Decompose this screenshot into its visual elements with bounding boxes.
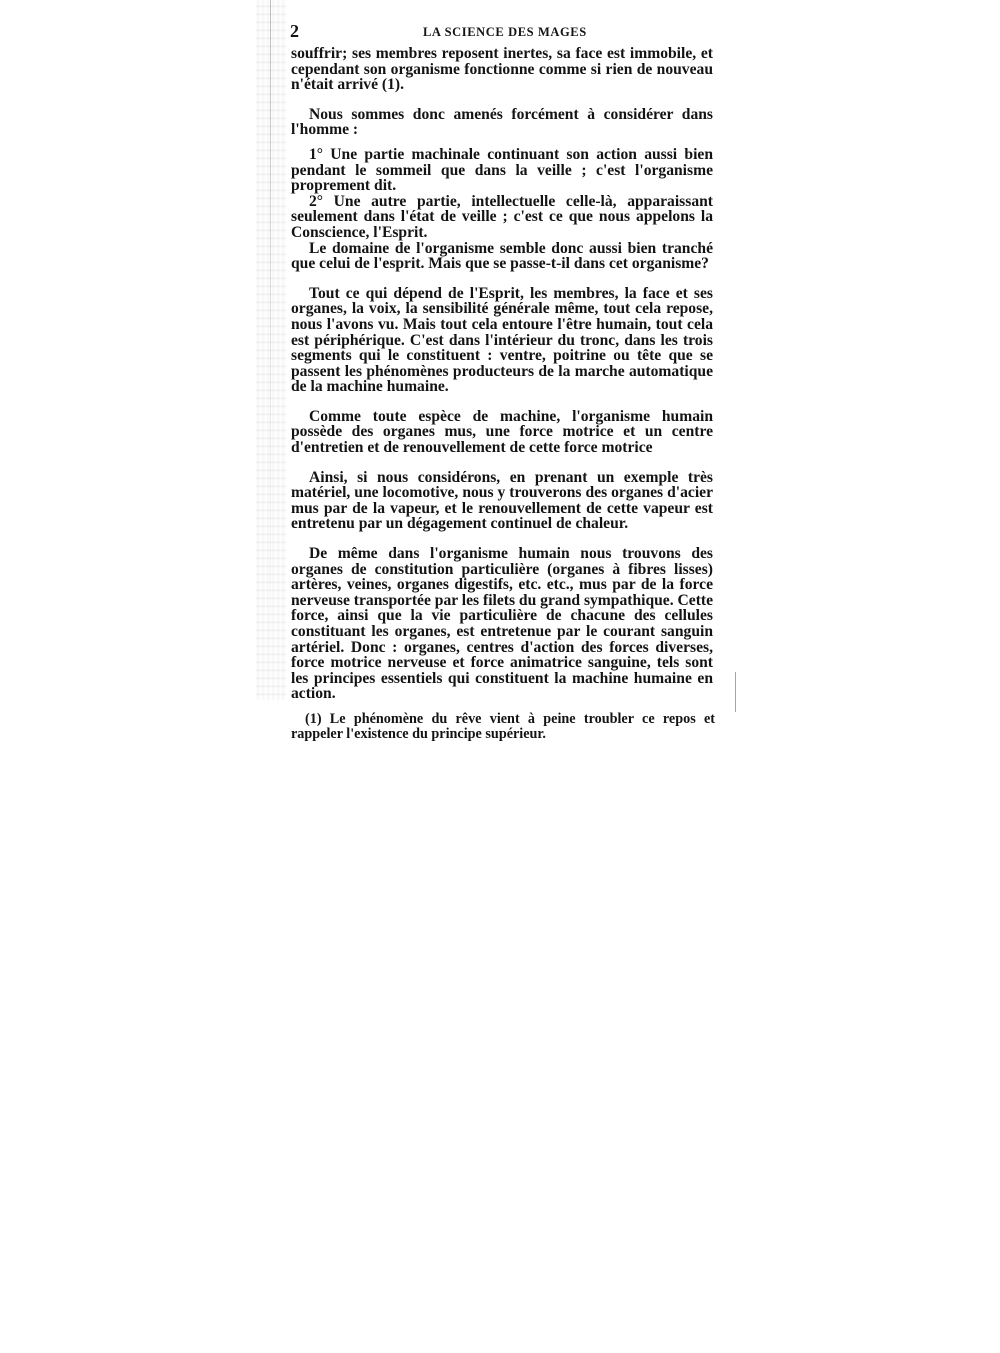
footnote — [291, 712, 715, 742]
paragraph: De même dans l'organisme humain nous trouvons des organes de constitution particulière (organes à fibres lisses) artères, veines, organes digestifs, etc. etc., mus par de la force nerveuse transportée par les filets du grand sympathique. Cette force, ainsi que la vie particulière de chacune des cellules constituant les organes, est entretenue par le courant sanguin artériel. Donc : organes, centres d'action des forces diverses, force motrice nerveuse et force animatrice sanguine, tels sont les principes essentiels qui constituent la machine humaine en action. — [291, 545, 714, 703]
paragraph: 1° Une partie machinale continuant son action aussi bien pendant le sommeil que dans la veille ; c'est l'organisme proprement dit. — [291, 145, 713, 195]
scan-margin-mark — [735, 672, 736, 712]
paragraph: 2° Une autre partie, intellectuelle celle-là, apparaissant seulement dans l'état de veille ; c'est ce que nous appelons la Conscience, l'Esprit. — [291, 192, 713, 241]
paragraph: souffrir; ses membres reposent inertes, sa face est immobile, et cependant son organisme fonctionne comme si rien de nouveau n'était arrivé (1). — [291, 45, 713, 94]
scan-gutter-edge — [270, 0, 271, 690]
scan-gutter-noise — [256, 0, 286, 700]
body-text — [291, 46, 713, 702]
paragraph: Ainsi, si nous considérons, en prenant un exemple très matériel, une locomotive, nous y trouverons des organes d'acier mus par de la vapeur, et le renouvellement de cette vapeur est entretenu par un dégagement continuel de chaleur. — [291, 468, 713, 533]
footnote-text: (1) Le phénomène du rêve vient à peine troubler ce repos et rappeler l'existence du principe supérieur. — [291, 711, 715, 742]
paragraph: Le domaine de l'organisme semble donc aussi bien tranché que celui de l'esprit. Mais que se passe-t-il dans cet organisme? — [291, 239, 713, 273]
page-number: 2 — [290, 21, 299, 41]
running-title: LA SCIENCE DES MAGES — [423, 25, 587, 39]
paragraph: Nous sommes donc amenés forcément à considérer dans l'homme : — [291, 105, 713, 139]
paragraph: Tout ce qui dépend de l'Esprit, les membres, la face et ses organes, la voix, la sensibilité générale même, tout cela repose, nous l'avons vu. Mais tout cela entoure l'être humain, tout cela est périphérique. C'est dans l'intérieur du tronc, dans les trois segments qui le constituent : ventre, poitrine ou tête que se passent les phénomènes producteurs de la marche automatique de la machine humaine. — [291, 284, 713, 396]
paragraph: Comme toute espèce de machine, l'organisme humain possède des organes mus, une force motrice et un centre d'entretien et de renouvellement de cette force motrice — [291, 407, 713, 457]
page-header — [290, 20, 715, 44]
